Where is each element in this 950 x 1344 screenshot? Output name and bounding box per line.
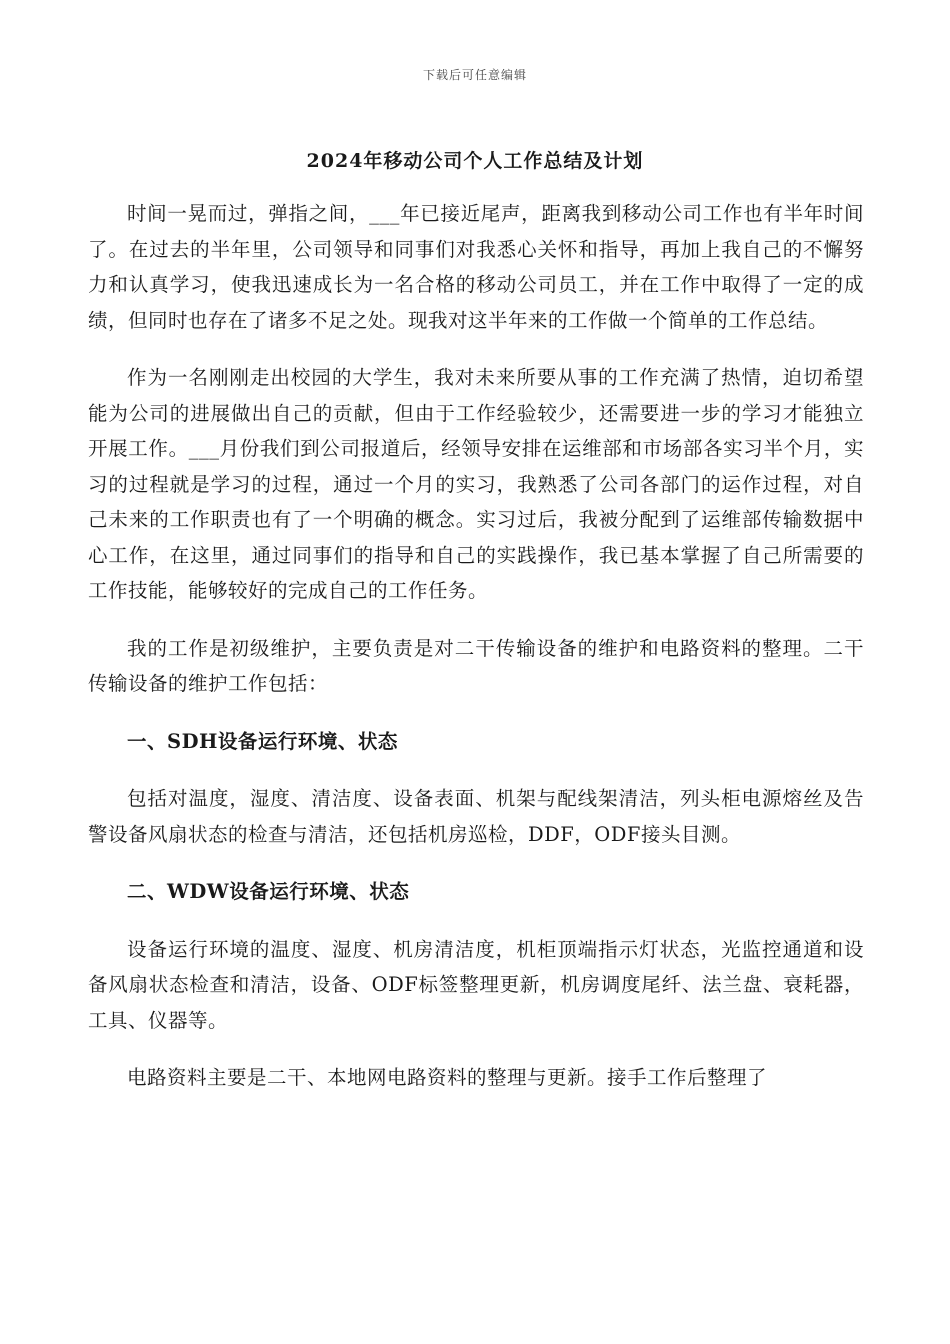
paragraph-duties: 我的工作是初级维护，主要负责是对二干传输设备的维护和电路资料的整理。二干传输设备的维护工作包括：	[88, 636, 864, 695]
paragraph-sdh: 包括对温度，湿度、清洁度、设备表面、机架与配线架清洁，列头柜电源熔丝及告警设备风扇状态的检查与清洁，还包括机房巡检，DDF，ODF接头目测。	[88, 787, 864, 846]
section-heading-wdw: 二、WDW设备运行环境、状态	[127, 880, 410, 903]
paragraph-intro: 时间一晃而过，弹指之间，___年已接近尾声，距离我到移动公司工作也有半年时间了。在过去的半年里，公司领导和同事们对我悉心关怀和指导，再加上我自己的不懈努力和认真学习，使我迅速成长为一名合格的移动公司员工，并在工作中取得了一定的成绩，但同时也存在了诸多不足之处。现我对这半年来的工作做一个简单的工作总结。	[88, 202, 864, 332]
header-note: 下载后可任意编辑	[422, 68, 527, 82]
document-title: 2024年移动公司个人工作总结及计划	[306, 150, 644, 172]
document-body	[88, 196, 864, 1118]
paragraph-circuit: 电路资料主要是二干、本地网电路资料的整理与更新。接手工作后整理了	[127, 1066, 768, 1089]
paragraph-wdw: 设备运行环境的温度、湿度、机房清洁度，机柜顶端指示灯状态，光监控通道和设备风扇状态检查和清洁，设备、ODF标签整理更新，机房调度尾纤、法兰盘、衰耗器，工具、仪器等。	[88, 937, 864, 1032]
paragraph-internship: 作为一名刚刚走出校园的大学生，我对未来所要从事的工作充满了热情，迫切希望能为公司的进展做出自己的贡献，但由于工作经验较少，还需要进一步的学习才能独立开展工作。___月份我们到公司报道后，经领导安排在运维部和市场部各实习半个月，实习的过程就是学习的过程，通过一个月的实习，我熟悉了公司各部门的运作过程，对自己未来的工作职责也有了一个明确的概念。实习过后，我被分配到了运维部传输数据中心工作，在这里，通过同事们的指导和自己的实践操作，我已基本掌握了自己所需要的工作技能，能够较好的完成自己的工作任务。	[88, 366, 864, 602]
section-heading-sdh: 一、SDH设备运行环境、状态	[127, 729, 398, 753]
